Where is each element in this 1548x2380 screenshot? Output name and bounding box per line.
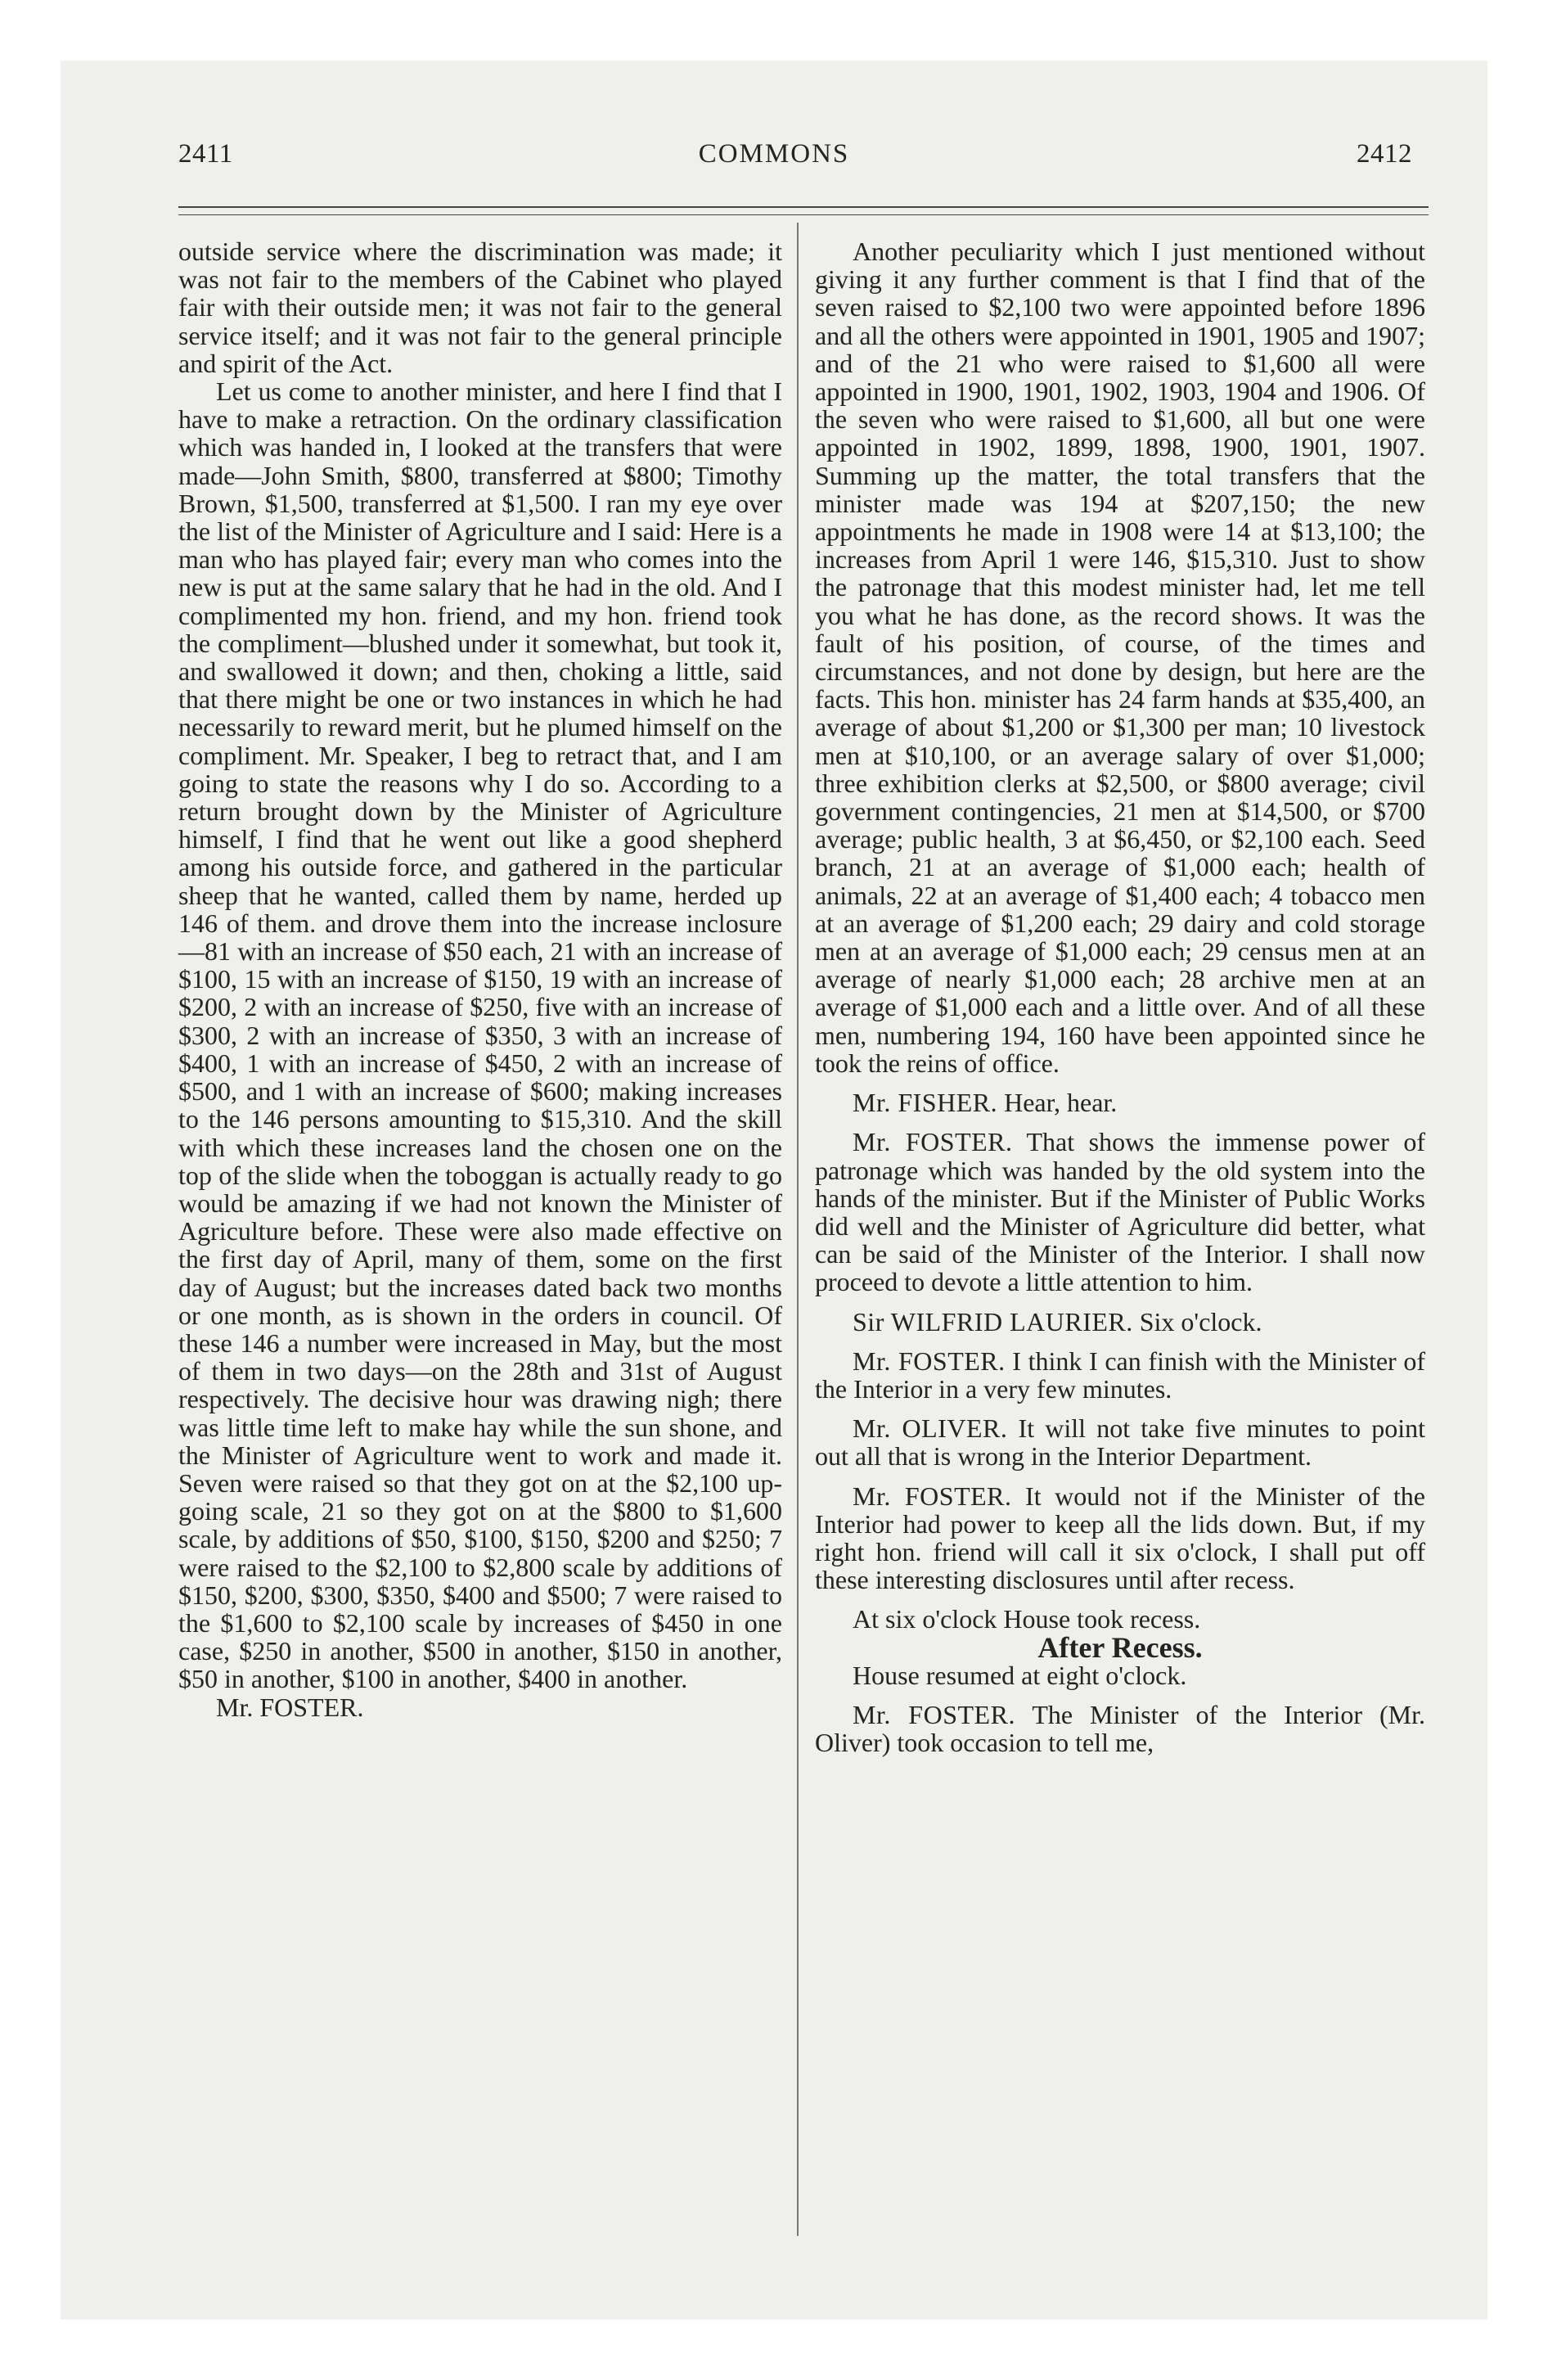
- speech-foster-1: [815, 1128, 1425, 1296]
- left-paragraph-2: Let us come to another minister, and here I find that I have to make a retraction. On the ordinary classification which was handed in, I looked at the transfers that were made—John Smith, $800, transferred at $800; Timothy Brown, $1,500, transferred at $1,500. I ran my eye over the list of the Minister of Agriculture and I said: Here is a man who has played fair; every man who comes into the new is put at the same salary that he had in the old. And I complimented my hon. friend, and my hon. friend took the compliment—blushed under it somewhat, but took it, and swallowed it down; and then, choking a little, said that there might be one or two instances in which he had necessarily to reward merit, but he plumed himself on the compliment. Mr. Speaker, I beg to retract that, and I am going to state the reasons why I do so. According to a return brought down by the Minister of Agriculture himself, I find that he went out like a good shepherd among his outside force, and gathered in the particular sheep that he wanted, called them by name, herded up 146 of them. and drove them into the increase inclosure—81 with an increase of $50 each, 21 with an increase of $100, 15 with an increase of $150, 19 with an increase of $200, 2 with an increase of $250, five with an increase of $300, 2 with an increase of $350, 3 with an increase of $400, 1 with an increase of $450, 2 with an increase of $500, and 1 with an increase of $600; making increases to the 146 persons amounting to $15,310. And the skill with which these increases land the chosen one on the top of the slide when the toboggan is actually ready to go would be amazing if we had not known the Minister of Agriculture before. These were also made effective on the first day of April, many of them, some on the first day of August; but the increases dated back two months or one month, as is shown in the orders in council. Of these 146 a number were increased in May, but the most of them in two days—on the 28th and 31st of August respectively. The decisive hour was drawing nigh; there was little time left to make hay while the sun shone, and the Minister of Agriculture went to work and made it. Seven were raised so that they got on at the $2,100 up-going scale, 21 so they got on at the $800 to $1,600 scale, by additions of $50, $100, $150, $200 and $250; 7 were raised to the $2,100 to $2,800 scale by additions of $150, $200, $300, $350, $400 and $500; 7 were raised to the $1,600 to $2,100 scale by increases of $450 in one case, $250 in another, $500 in another, $150 in another, $50 in another, $100 in another, $400 in another.: [178, 376, 782, 1694]
- speech-text: The Minister of the Interior (Mr. Oliver) took occasion to tell me,: [815, 1699, 1426, 1758]
- running-title: COMMONS: [698, 139, 850, 169]
- left-speaker-signature: Mr. FOSTER.: [216, 1692, 364, 1722]
- speaker-name: Mr. OLIVER.: [853, 1413, 1008, 1444]
- right-paragraph-1: Another peculiarity which I just mentioned without giving it any further comment is that I find that of the seven raised to $2,100 two were appointed before 1896 and all the others were appointed in 1901, 1905 and 1907; and of the 21 who were raised to $1,600 all were appointed in 1900, 1901, 1902, 1903, 1904 and 1906. Of the seven who were raised to $1,600, all but one were appointed in 1902, 1899, 1898, 1900, 1901, 1907. Summing up the matter, the total transfers that the minister made was 194 at $207,150; the new appointments he made in 1908 were 14 at $13,100; the increases from April 1 were 146, $15,310. Just to show the patronage that this modest minister had, let me tell you what he has done, as the record shows. It was the fault of his position, of course, of the times and circumstances, and not done by design, but here are the facts. This hon. minister has 24 farm hands at $35,400, an average of about $1,200 or $1,300 per man; 10 livestock men at $10,100, or an average salary of over $1,000; three exhibition clerks at $2,500, or $800 average; civil government contingencies, 21 men at $14,500, or $700 average; public health, 3 at $6,450, or $2,100 each. Seed branch, 21 at an average of $1,000 each; health of animals, 22 at an average of $1,400 each; 4 tobacco men at an average of $1,200 each; 29 dairy and cold storage men at an average of $1,000 each; 29 census men at an average of nearly $1,000 each; 28 archive men at an average of $1,000 each and a little over. And of all these men, numbering 194, 160 have been appointed since he took the reins of office.: [815, 237, 1425, 1078]
- speech-text: It would not if the Minister of the Interior had power to keep all the lids down. But, if my right hon. friend will call it six o'clock, I shall put off these interesting disclosures until after recess.: [815, 1481, 1426, 1595]
- speaker-name: Mr. FISHER.: [853, 1088, 998, 1118]
- speech-foster-4: [815, 1701, 1425, 1756]
- speaker-name: Mr. FOSTER.: [853, 1127, 1013, 1157]
- recess-note: At six o'clock House took recess.: [853, 1604, 1201, 1634]
- column-divider: [797, 223, 799, 2236]
- left-column: [178, 237, 782, 1721]
- speech-text: I think I can finish with the Minister of the Interior in a very few minutes.: [815, 1346, 1426, 1404]
- resumed-note: House resumed at eight o'clock.: [853, 1660, 1187, 1690]
- speech-oliver: [815, 1414, 1425, 1470]
- speaker-name: Mr. FOSTER.: [853, 1699, 1015, 1729]
- left-paragraph-1: outside service where the discrimination was made; it was not fair to the members of the Cabinet who played fair with their outside men; it was not fair to the general service itself; and it was not fair to the general principle and spirit of the Act.: [178, 237, 782, 378]
- left-page-number: 2411: [178, 139, 233, 169]
- speech-text: It will not take five minutes to point out all that is wrong in the Interior Department.: [815, 1413, 1426, 1472]
- speech-fisher: [815, 1089, 1425, 1116]
- section-subheading: After Recess.: [1037, 1630, 1203, 1664]
- speech-foster-2: [815, 1347, 1425, 1403]
- right-page-number: 2412: [1357, 139, 1412, 169]
- header-rule-thick: [178, 206, 1429, 208]
- header-rule-thin: [178, 214, 1429, 215]
- speech-laurier: [815, 1308, 1425, 1336]
- speech-text: Six o'clock.: [1139, 1306, 1262, 1336]
- speaker-name: Mr. FOSTER.: [853, 1346, 1006, 1376]
- speech-foster-3: [815, 1482, 1425, 1594]
- right-column: [815, 237, 1425, 1756]
- speaker-name: Sir WILFRID LAURIER.: [853, 1306, 1133, 1336]
- speech-text: That shows the immense power of patronage which was handed by the old system into the hands of the minister. But if the Minister of Public Works did well and the Minister of Agriculture did better, what can be said of the Minister of the Interior. I shall now proceed to devote a little attention to him.: [815, 1127, 1426, 1297]
- speaker-name: Mr. FOSTER.: [853, 1481, 1012, 1511]
- speech-text: Hear, hear.: [1004, 1088, 1118, 1118]
